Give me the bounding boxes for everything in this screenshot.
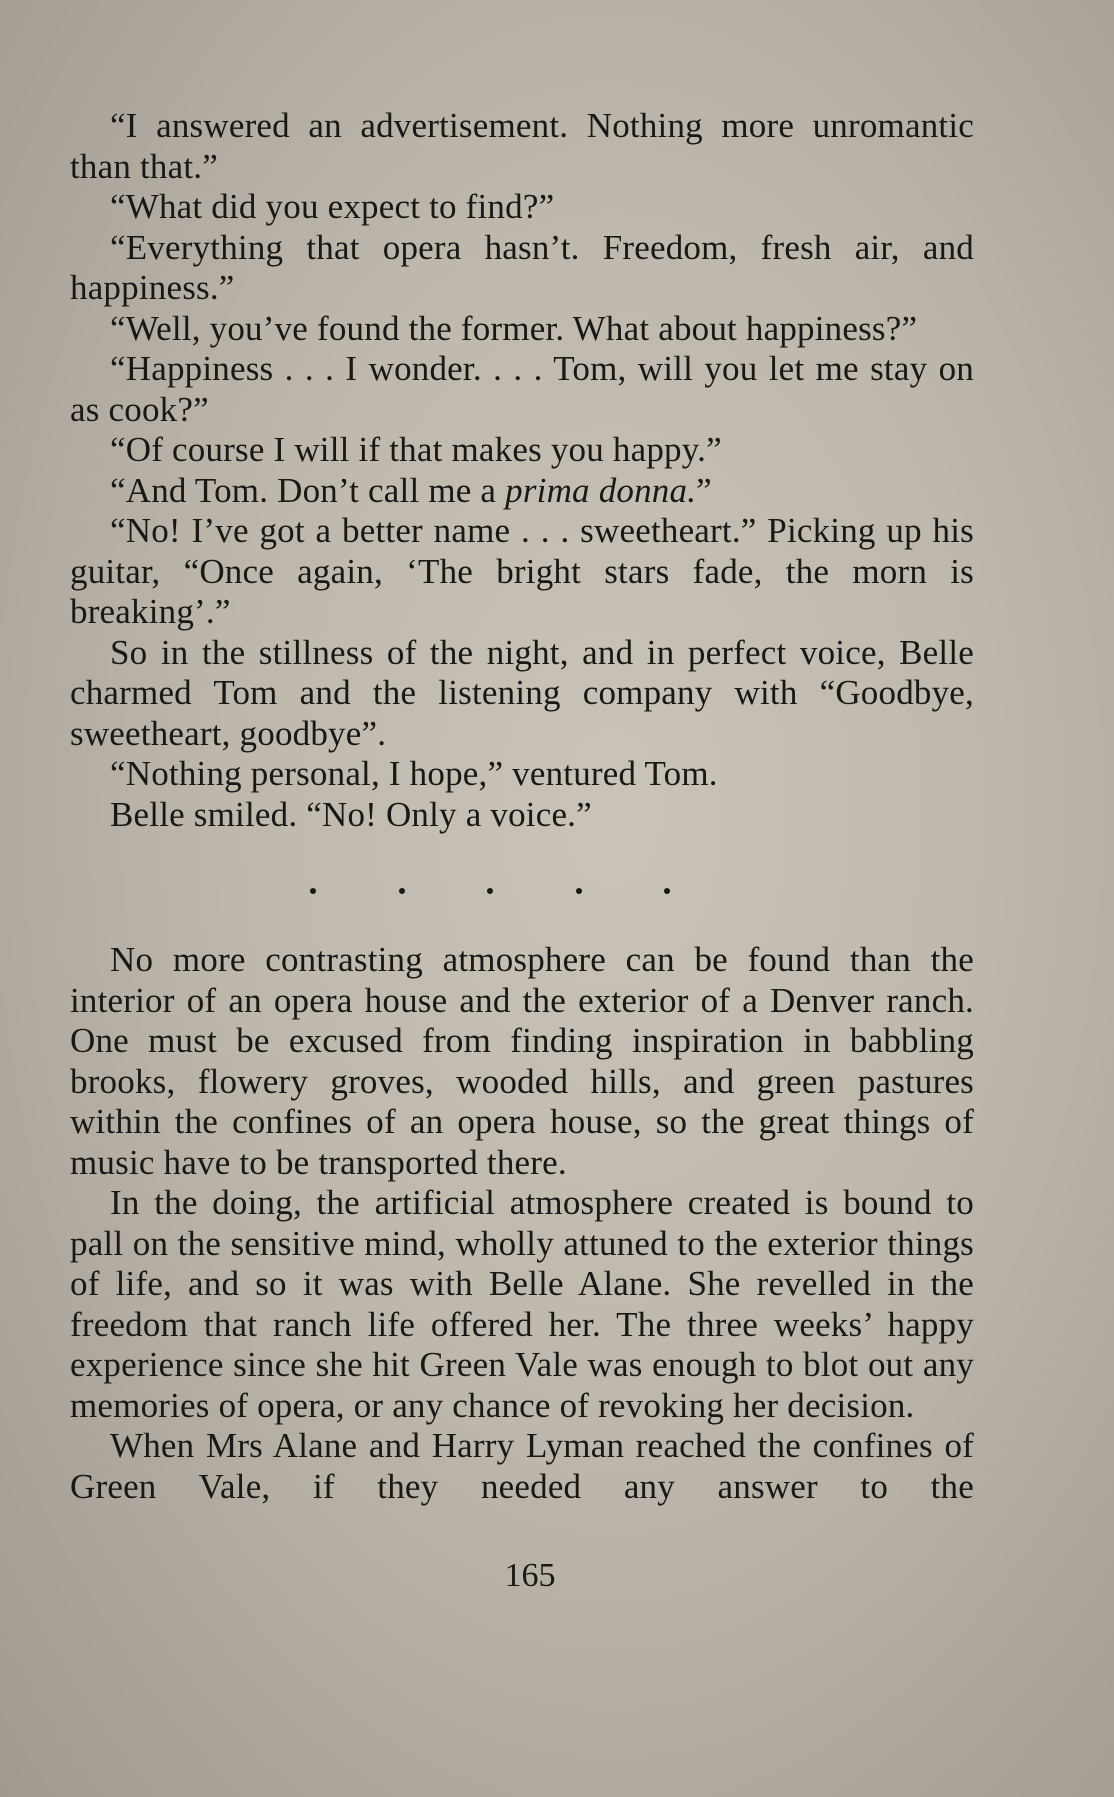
paragraph-prima-donna [70,471,974,512]
paragraph: No more contrasting atmosphere can be found than the interior of an opera house and the exterior of a Denver ranch. One must be excused from finding inspiration in babbling brooks, flowery groves, wooded hills, and green pastures within the confines of an opera house, so the great things of music have to be transported there. [70,940,974,1182]
dialogue-section [70,106,974,835]
paragraph: “Happiness . . . I wonder. . . . Tom, will you let me stay on as cook?” [70,349,974,429]
paragraph: “Nothing personal, I hope,” ventured Tom. [110,754,718,793]
paragraph: “What did you expect to find?” [110,187,555,226]
paragraph: “I answered an advertisement. Nothing more unromantic than that.” [70,106,974,186]
section-break [310,888,670,894]
narrative-section [70,940,974,1507]
paragraph: “Well, you’ve found the former. What about happiness?” [110,308,918,348]
paragraph: “Everything that opera hasn’t. Freedom, fresh air, and happiness.” [70,227,974,307]
paragraph: In the doing, the artificial atmosphere created is bound to pall on the sensitive mind, wholly attuned to the exterior things of life, and so it was with Belle Alane. She revelled in the freedom that ranch life offered her. The three weeks’ happy experience since she hit Green Vale was enough to blot out any memories of opera, or any chance of revoking her decision. [70,1183,974,1425]
paragraph: “Of course I will if that makes you happy.” [110,430,722,469]
section-break-dot [576,888,582,894]
paragraph-text: “And Tom. Don’t call me a [110,470,506,510]
section-break-dot [664,888,670,894]
paragraph-text: ” [696,470,712,510]
section-break-dot [310,888,316,894]
paragraph: When Mrs Alane and Harry Lyman reached the confines of Green Vale, if they needed any answer to the [70,1426,974,1506]
page-number: 165 [504,1557,556,1594]
section-break-dot [399,888,405,894]
section-break-dot [487,888,493,894]
paragraph: “No! I’ve got a better name . . . sweetheart.” Picking up his guitar, “Once again, ‘The bright stars fade, the morn is breaking’.” [70,511,974,631]
paragraph: So in the stillness of the night, and in perfect voice, Belle charmed Tom and the listening company with “Goodbye, sweetheart, goodbye”. [70,632,974,753]
italic-phrase: prima donna. [505,470,697,510]
paragraph: Belle smiled. “No! Only a voice.” [110,794,592,834]
